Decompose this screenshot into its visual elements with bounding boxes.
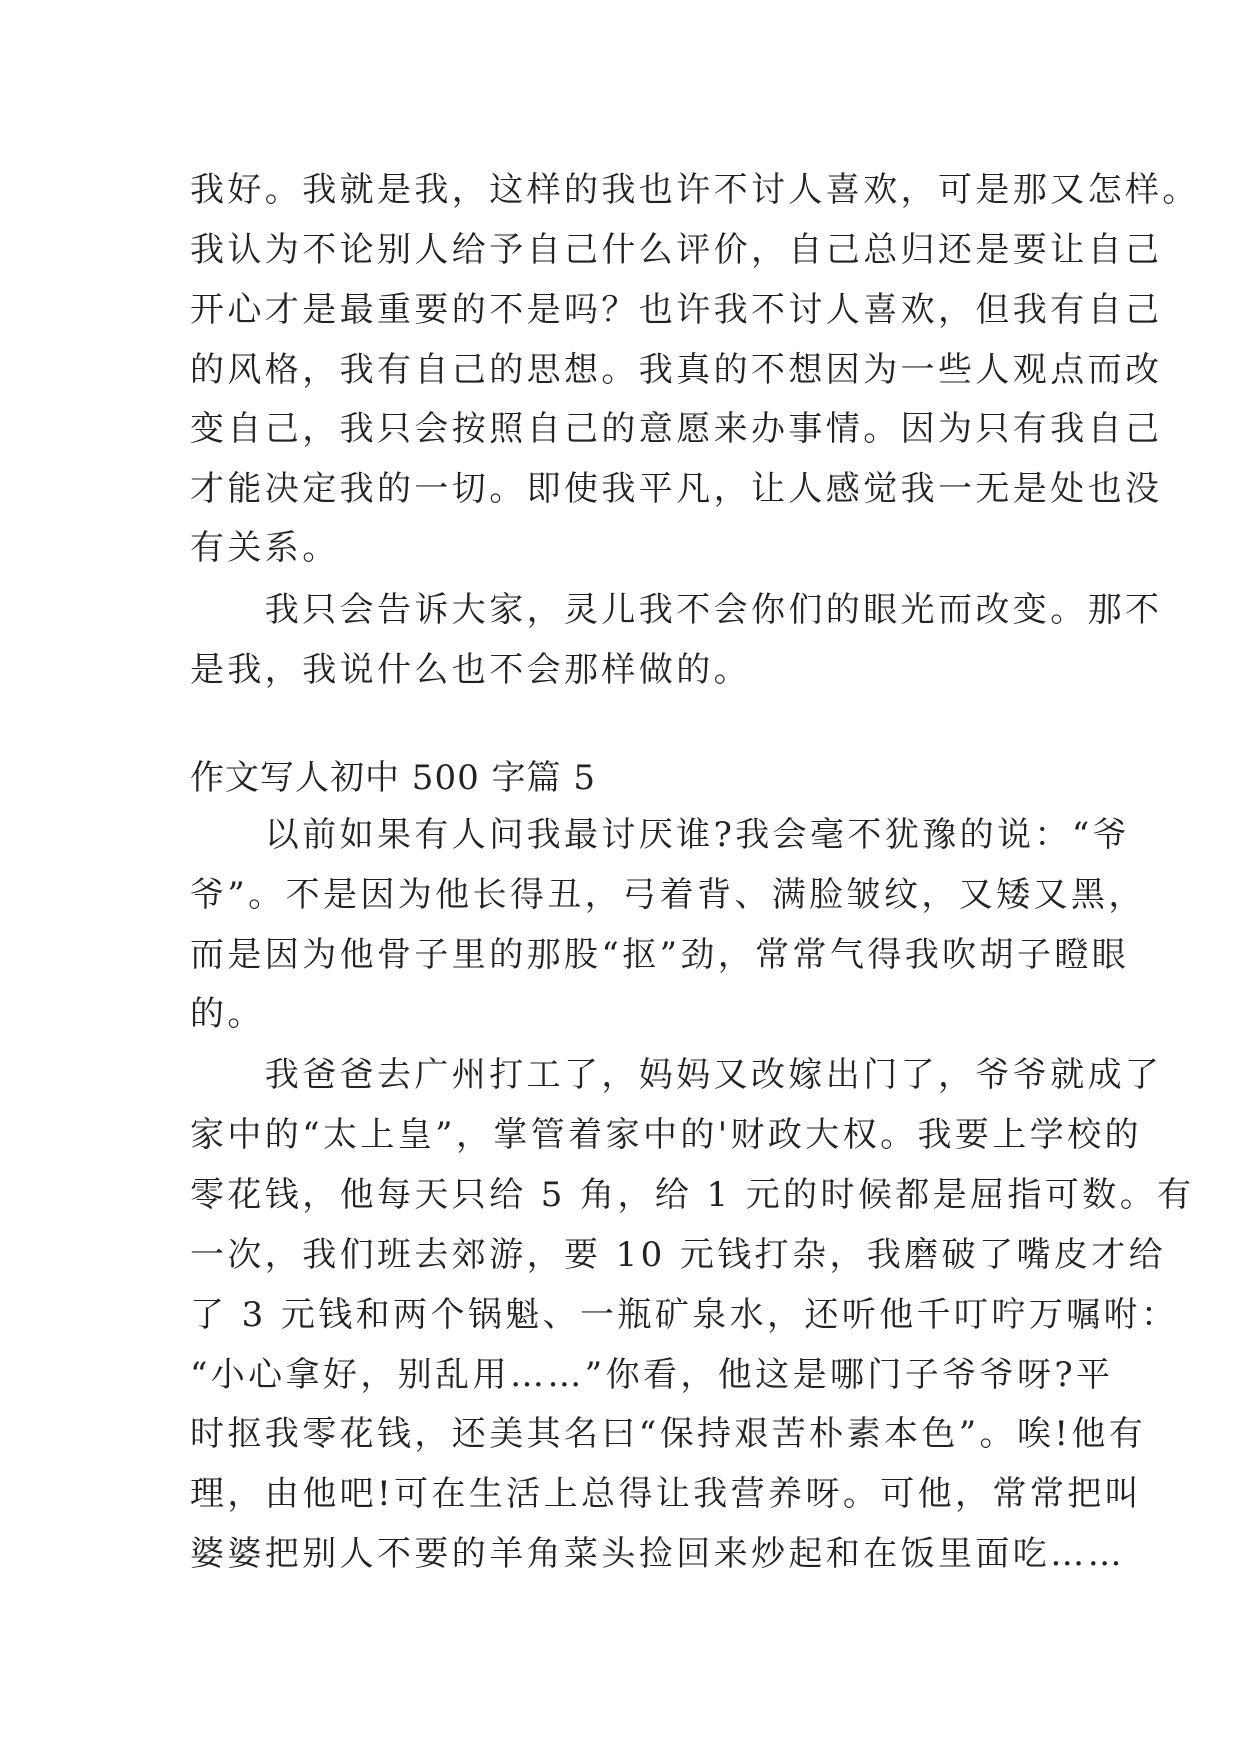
text-line: 了 3 元钱和两个锅魁、一瓶矿泉水，还听他千叮咛万嘱咐： — [190, 1295, 1179, 1335]
text-line: 家中的“太上皇”，掌管着家中的'财政大权。我要上学校的 — [190, 1115, 1142, 1155]
text-line: 变自己，我只会按照自己的意愿来办事情。因为只有我自己 — [190, 409, 1163, 449]
text-line: 而是因为他骨子里的那股“抠”劲，常常气得我吹胡子瞪眼 — [190, 935, 1130, 975]
text-line: 我好。我就是我，这样的我也许不讨人喜欢，可是那又怎样。 — [190, 170, 1200, 210]
text-line: 时抠我零花钱，还美其名曰“保持艰苦朴素本色”。唉!他有 — [190, 1414, 1147, 1454]
text-line: 才能决定我的一切。即使我平凡，让人感觉我一无是处也没 — [190, 469, 1163, 509]
text-line: 零花钱，他每天只给 5 角，给 1 元的时候都是屈指可数。有 — [190, 1175, 1195, 1215]
text-line: 我爸爸去广州打工了，妈妈又改嫁出门了，爷爷就成了 — [190, 1055, 1163, 1095]
text-line: 开心才是最重要的不是吗？也许我不讨人喜欢，但我有自己 — [190, 290, 1163, 330]
text-line: 婆婆把别人不要的羊角菜头捡回来炒起和在饭里面吃…… — [190, 1534, 1125, 1574]
text-line: 有关系。 — [190, 528, 340, 568]
text-line: 理，由他吧!可在生活上总得让我营养呀。可他，常常把叫 — [190, 1474, 1143, 1514]
text-line: 的风格，我有自己的思想。我真的不想因为一些人观点而改 — [190, 350, 1163, 390]
text-line: 一次，我们班去郊游，要 10 元钱打杂，我磨破了嘴皮才给 — [190, 1235, 1167, 1275]
text-line: 以前如果有人问我最讨厌谁?我会毫不犹豫的说：“爷 — [190, 815, 1131, 855]
text-line: “小心拿好，别乱用……”你看，他这是哪门子爷爷呀?平 — [190, 1355, 1114, 1395]
text-line: 的。 — [190, 994, 265, 1034]
text-line: 爷”。不是因为他长得丑，弓着背、满脸皱纹，又矮又黑， — [190, 875, 1146, 915]
text-line: 我认为不论别人给予自己什么评价，自己总归还是要让自己 — [190, 230, 1163, 270]
text-line: 是我，我说什么也不会那样做的。 — [190, 650, 751, 690]
section-heading: 作文写人初中 500 字篇 5 — [190, 758, 596, 798]
text-line: 我只会告诉大家，灵儿我不会你们的眼光而改变。那不 — [190, 590, 1163, 630]
